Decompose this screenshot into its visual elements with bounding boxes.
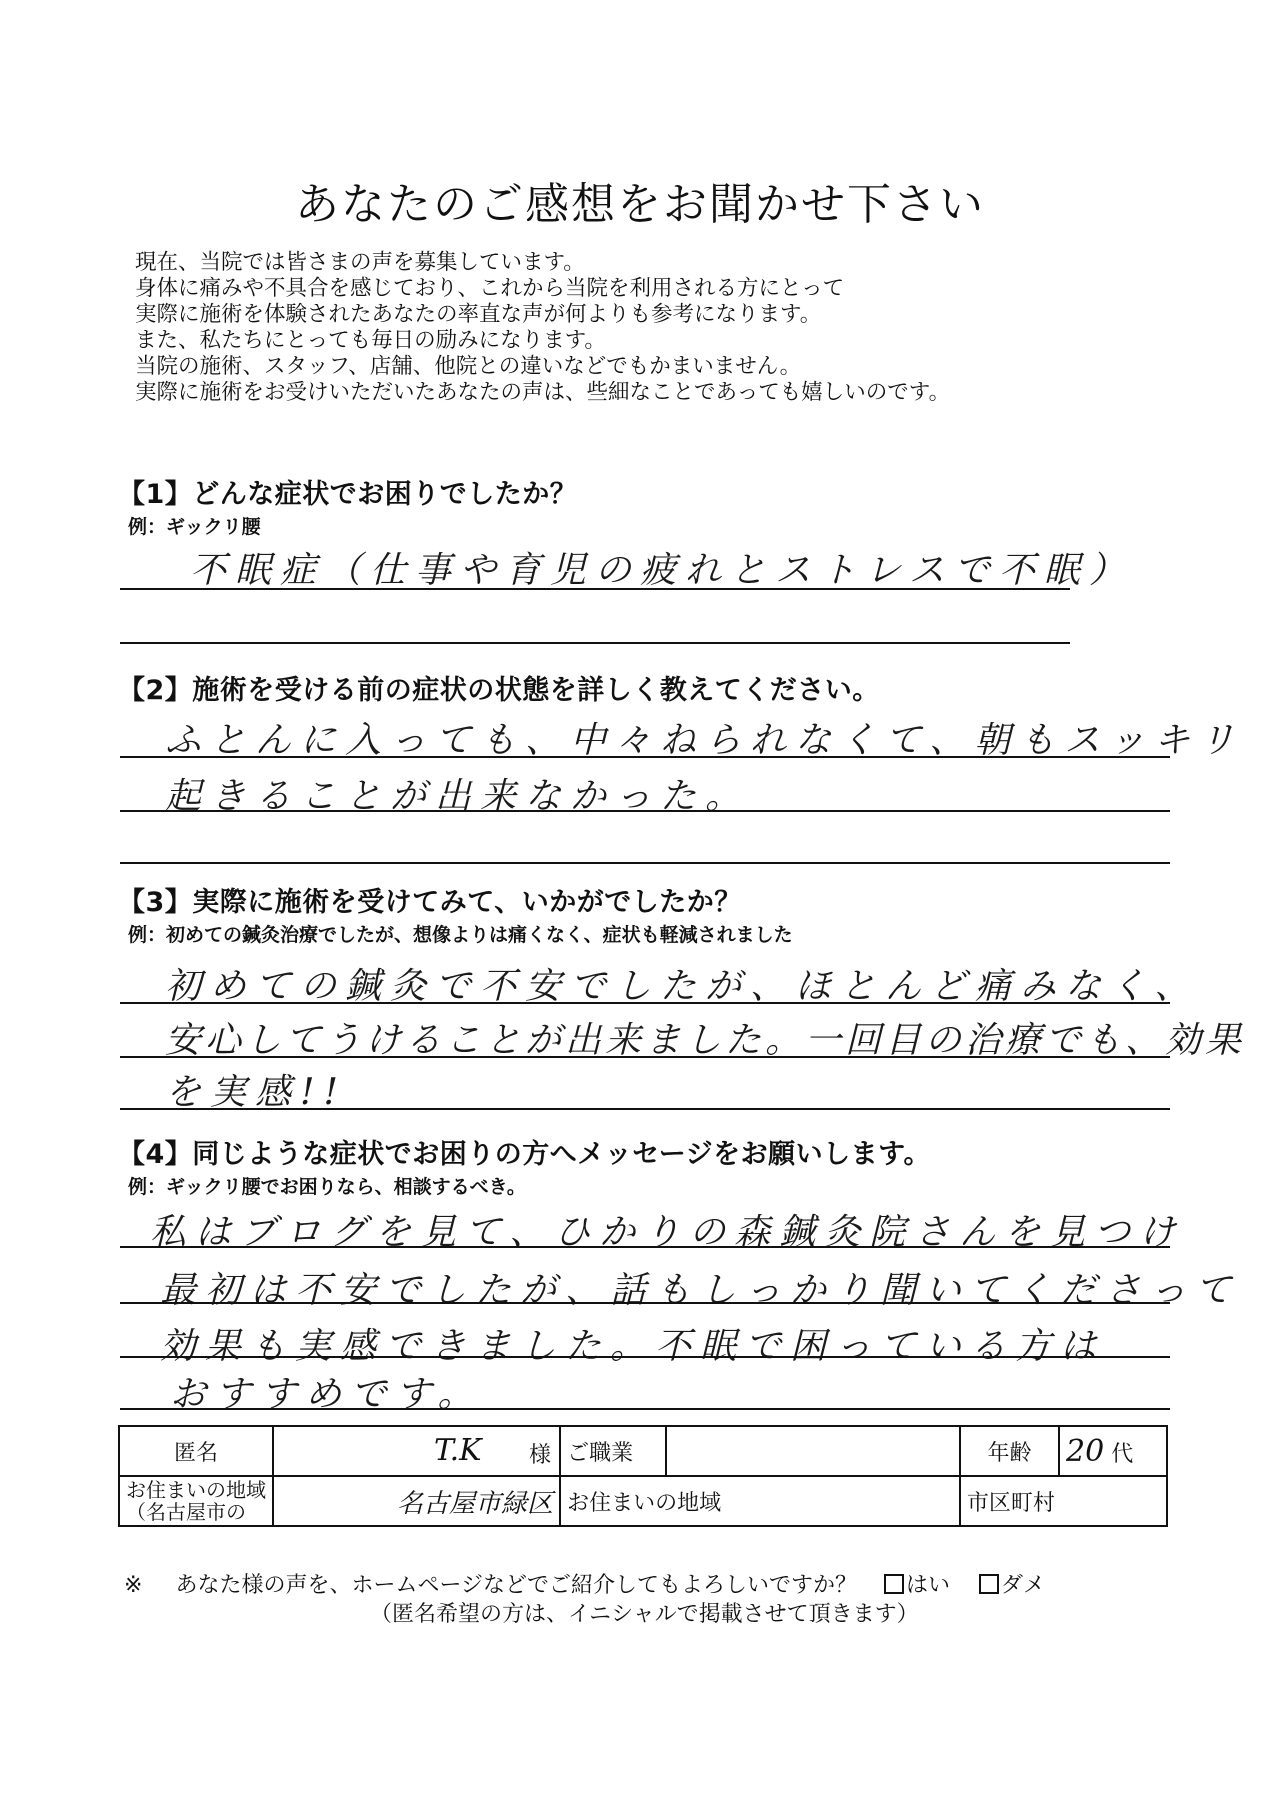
intro-line: 現在、当院では皆さまの声を募集しています。 [135, 250, 585, 275]
question-1-heading: 【1】どんな症状でお困りでしたか？ [118, 479, 578, 510]
anon-field [273, 1426, 560, 1476]
anonymous-note: （匿名希望の方は、イニシャルで掲載させて頂きます） [370, 1602, 919, 1627]
question-2-answer-line: 起きることが出来なかった。 [165, 776, 751, 817]
no-label: ダメ [1001, 1573, 1046, 1598]
question-3-heading: 【3】実際に施術を受けてみて、いかがでしたか？ [118, 887, 742, 918]
question-3-answer-line: 安心してうけることが出来ました。一回目の治療でも、効果 [165, 1020, 1246, 1061]
note-mark: ※ [124, 1573, 143, 1598]
answer-rule [120, 1002, 1170, 1004]
question-4-answer-line: おすすめです。 [170, 1374, 483, 1415]
answer-rule [120, 862, 1170, 864]
question-4-heading: 【4】同じような症状でお困りの方へメッセージをお願いします。 [118, 1139, 932, 1170]
question-1-example: 例：ギックリ腰 [128, 516, 261, 538]
question-4-answer-line: 効果も実感できました。不眠で困っている方は [160, 1326, 1106, 1367]
intro-line: 身体に痛みや不具合を感じており、これから当院を利用される方にとって [135, 276, 845, 301]
respondent-info-table [118, 1425, 1168, 1527]
page-title: あなたのご感想をお聞かせ下さい [295, 179, 985, 230]
area-value: 名古屋市緑区 [273, 1476, 560, 1526]
publish-question [124, 1568, 1045, 1599]
question-3-answer-line: 初めての鍼灸で不安でしたが、ほとんど痛みなく、 [165, 966, 1200, 1007]
answer-rule [120, 1408, 1170, 1410]
anon-label: 匿名 [119, 1426, 273, 1476]
age-label: 年齢 [960, 1426, 1059, 1476]
job-label: ご職業 [560, 1426, 666, 1476]
age-value: 20 [1066, 1433, 1105, 1469]
no-checkbox[interactable] [979, 1574, 999, 1594]
sama-label: 様 [529, 1443, 552, 1468]
answer-rule [120, 1246, 1170, 1248]
age-suffix: 代 [1111, 1441, 1134, 1467]
intro-line: 実際に施術を体験されたあなたの率直な声が何よりも参考になります。 [135, 302, 822, 327]
age-field [1059, 1426, 1167, 1476]
answer-rule [120, 810, 1170, 812]
answer-rule [120, 1302, 1170, 1304]
publish-question-text: あなた様の声を、ホームページなどでご紹介してもよろしいですか？ [175, 1573, 857, 1598]
intro-line: また、私たちにとっても毎日の励みになります。 [135, 328, 606, 353]
answer-rule [120, 1108, 1170, 1110]
answer-rule [120, 1056, 1170, 1058]
yes-option[interactable] [884, 1573, 950, 1598]
area-label [119, 1476, 273, 1526]
area-other-label: お住まいの地域 [567, 1490, 722, 1516]
area-label-line: （名古屋市の [126, 1500, 246, 1524]
question-4-answer-line: 私はブログを見て、ひかりの森鍼灸院さんを見つけ [150, 1212, 1185, 1253]
question-3-example: 例：初めての鍼灸治療でしたが、想像よりは痛くなく、症状も軽減されました [128, 924, 793, 946]
intro-text [135, 250, 950, 406]
intro-line: 当院の施術、スタッフ、店舗、他院との違いなどでもかまいません。 [135, 354, 802, 379]
answer-rule [120, 1356, 1170, 1358]
intro-line: 実際に施術をお受けいただいたあなたの声は、些細なことであっても嬉しいのです。 [135, 380, 951, 405]
job-value [666, 1426, 960, 1476]
question-3-answer-line: を実感!! [165, 1072, 347, 1113]
yes-label: はい [906, 1573, 951, 1598]
city-label: 市区町村 [960, 1476, 1167, 1526]
question-4-answer-line: 最初は不安でしたが、話もしっかり聞いてくださって [160, 1270, 1241, 1311]
answer-rule [120, 588, 1070, 590]
anon-value: T.K [434, 1433, 482, 1468]
area-other-field [560, 1476, 960, 1526]
answer-rule [120, 756, 1170, 758]
answer-rule [120, 642, 1070, 644]
yes-checkbox[interactable] [884, 1574, 904, 1594]
question-2-answer-line: ふとんに入っても、中々ねられなくて、朝もスッキリ [165, 720, 1244, 761]
no-option[interactable] [979, 1573, 1045, 1598]
area-label-line: お住まいの地域 [126, 1478, 266, 1502]
question-1-answer-line: 不眠症（仕事や育児の疲れとストレスで不眠） [190, 550, 1134, 591]
question-4-example: 例：ギックリ腰でお困りなら、相談するべき。 [128, 1176, 526, 1198]
question-2-heading: 【2】施術を受ける前の症状の状態を詳しく教えてください。 [118, 675, 880, 706]
